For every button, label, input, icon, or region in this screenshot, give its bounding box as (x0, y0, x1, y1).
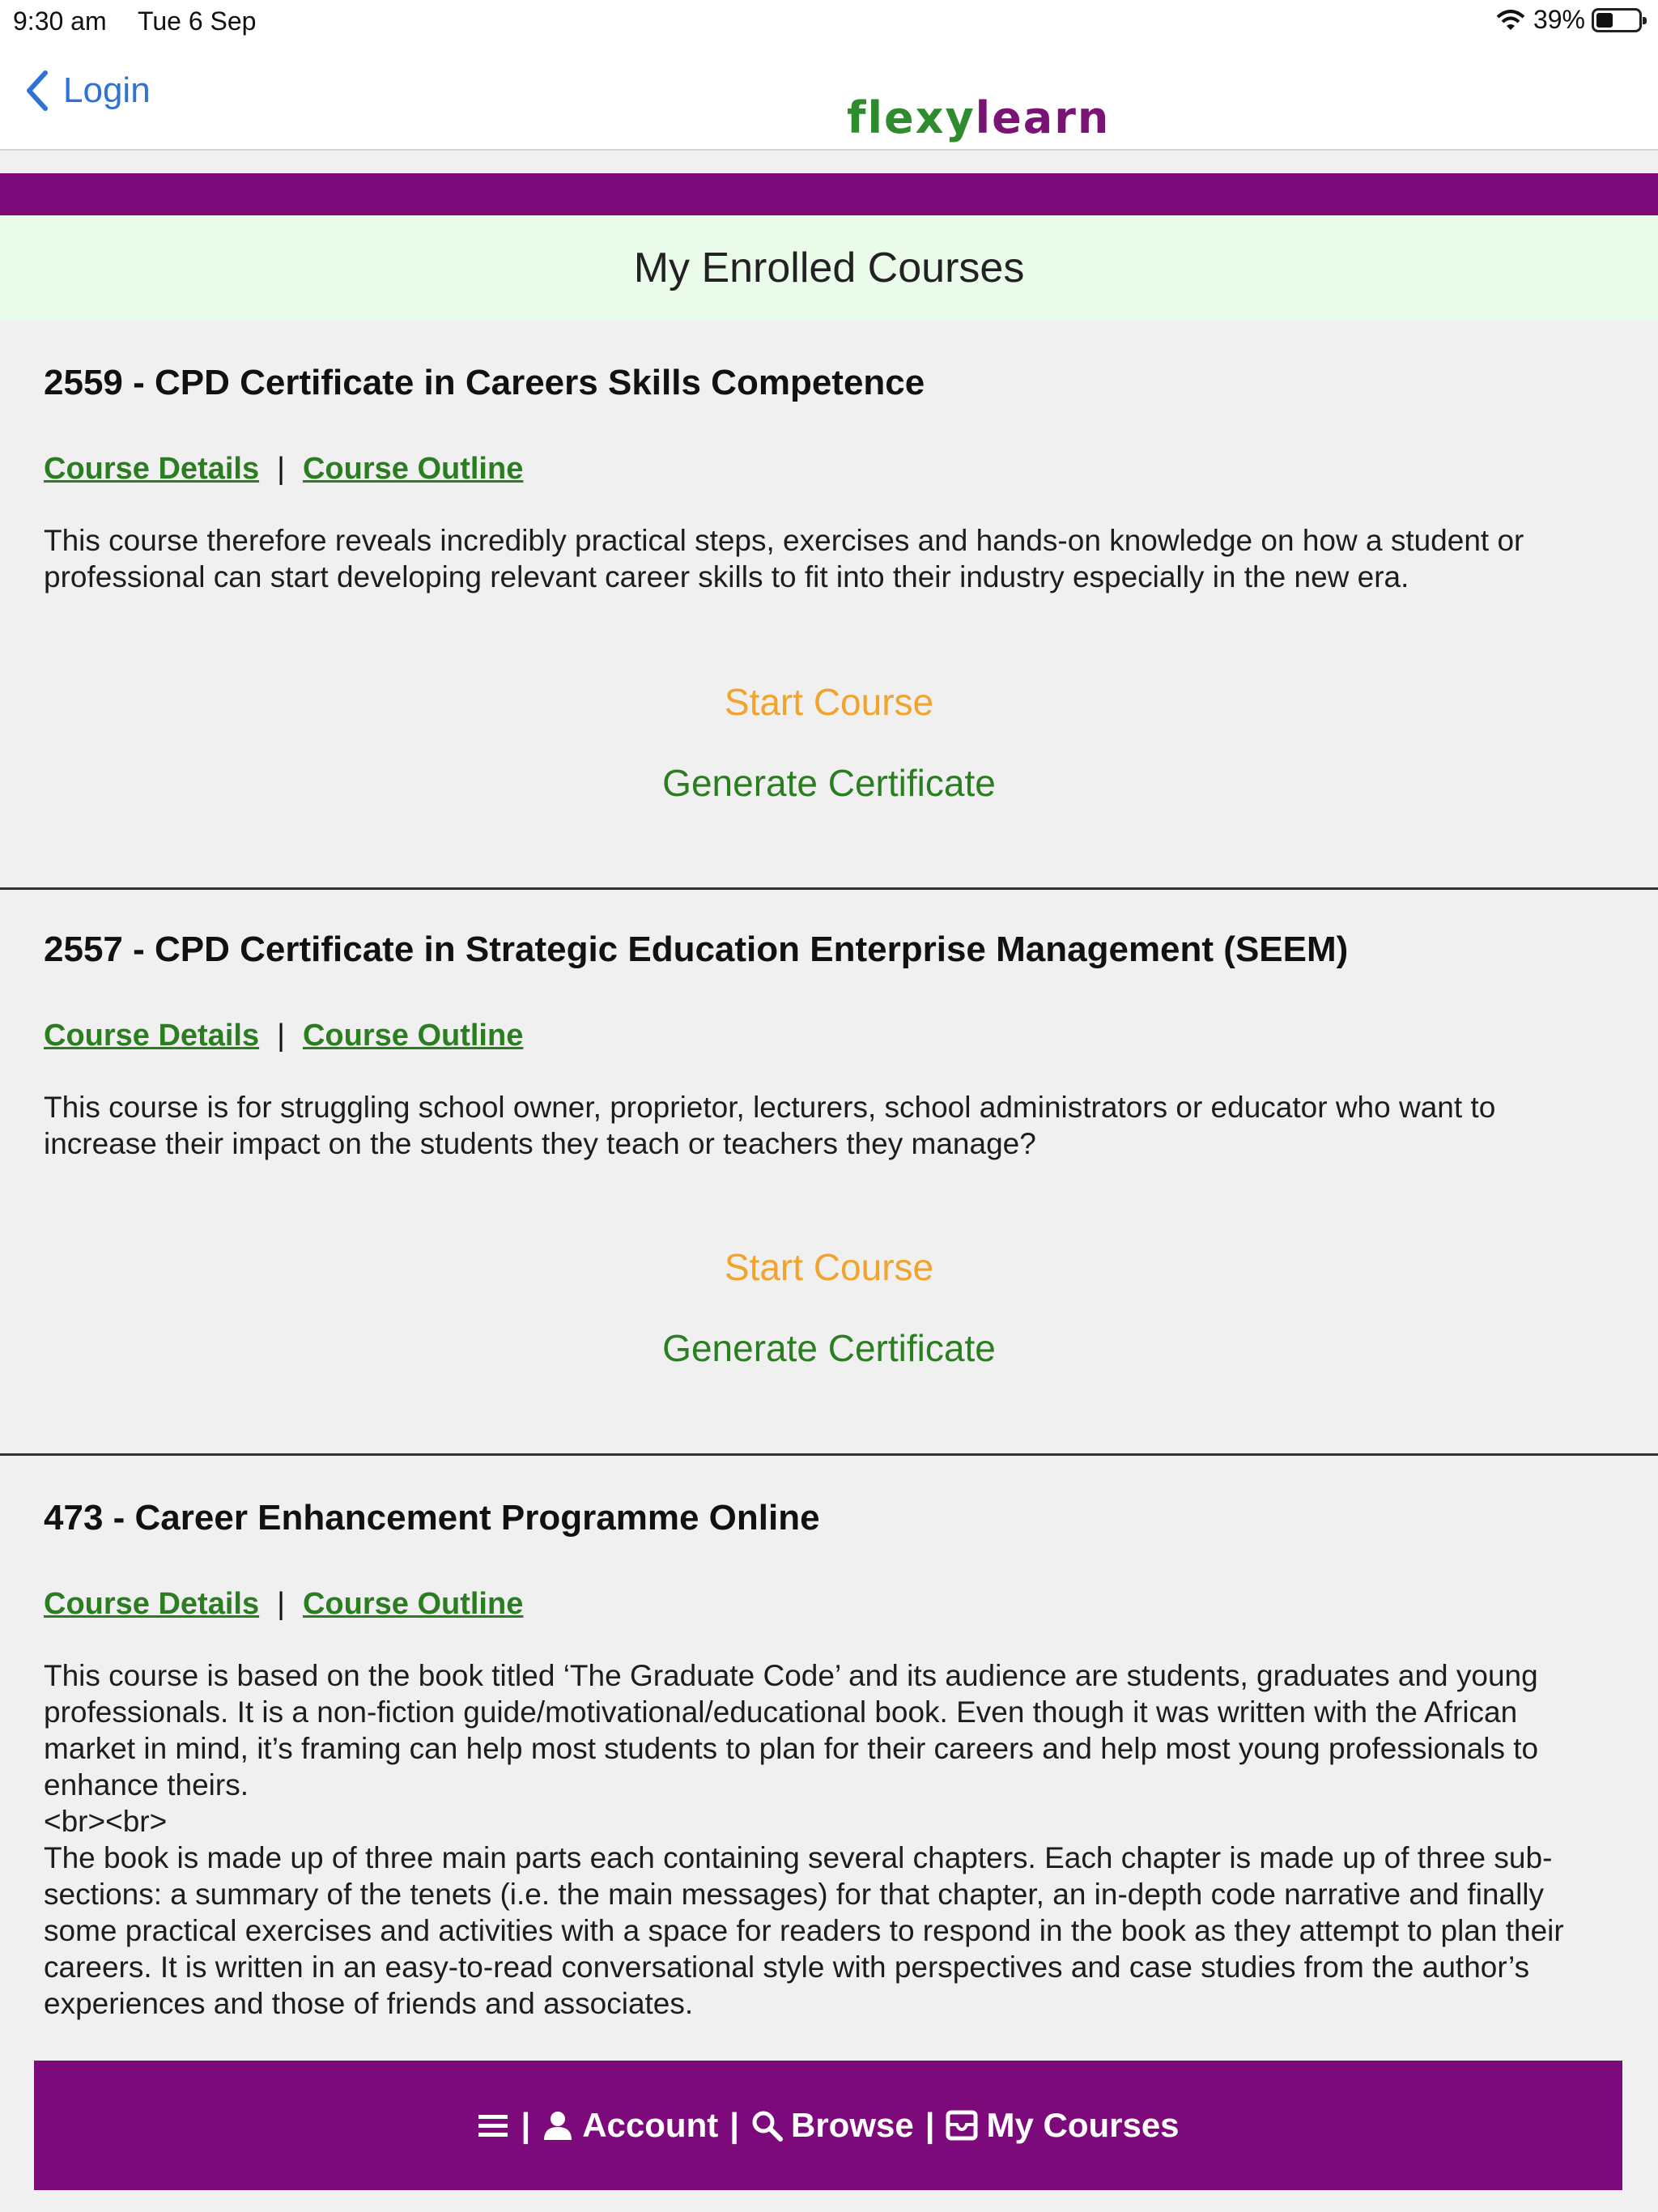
course-description-paragraph-1: This course is based on the book titled ‘The Graduate Code’ and its audience are students, graduates and young professionals. It is a non-fiction guide/motivational/educational book. Even though it was written with the African market in mind, it’s framing can help most students to plan for their careers and help most young professionals to enhance theirs. (44, 1659, 1539, 1802)
my-courses-button[interactable] (946, 2106, 1179, 2145)
course-links (44, 1019, 1614, 1053)
user-icon (542, 2109, 574, 2142)
nav-separator: | (729, 2106, 739, 2144)
start-course-button[interactable]: Start Course (724, 681, 934, 723)
account-button[interactable] (542, 2106, 718, 2145)
course-outline-link[interactable]: Course Outline (302, 1587, 524, 1621)
brand-band (0, 173, 1658, 215)
course-title: 2557 - CPD Certificate in Strategic Education Enterprise Management (SEEM) (44, 929, 1349, 969)
course-links (44, 1587, 1614, 1622)
browse-button[interactable] (750, 2106, 914, 2145)
logo-part-2: learn (975, 92, 1111, 143)
course-outline-link[interactable]: Course Outline (302, 452, 524, 486)
course-outline-link[interactable]: Course Outline (302, 1019, 524, 1053)
course-description (44, 1657, 1614, 2022)
chevron-left-icon (23, 68, 50, 113)
link-separator: | (277, 1019, 285, 1053)
my-courses-label: My Courses (986, 2106, 1180, 2144)
course-details-link[interactable]: Course Details (44, 1587, 260, 1621)
course-title: 2559 - CPD Certificate in Careers Skills Competence (44, 363, 925, 402)
back-button-label: Login (63, 70, 151, 110)
generate-certificate-button[interactable]: Generate Certificate (662, 1327, 996, 1369)
course-description-raw-br: <br><br> (44, 1805, 168, 1838)
course-details-link[interactable]: Course Details (44, 1019, 260, 1053)
account-label: Account (582, 2106, 719, 2144)
page-title: My Enrolled Courses (0, 215, 1658, 321)
course-card (0, 929, 1658, 1162)
link-separator: | (277, 1587, 285, 1621)
browse-label: Browse (790, 2106, 914, 2144)
status-bar (0, 0, 1658, 45)
battery-percent: 39% (1533, 5, 1585, 34)
nav-separator: | (521, 2106, 531, 2144)
status-date: Tue 6 Sep (138, 6, 257, 36)
bottom-nav-bar (34, 2061, 1622, 2190)
course-description-paragraph-2: The book is made up of three main parts each containing several chapters. Each chapter is made up of three sub-sections: a summary of the tenets (i.e. the main messages) for that chapter, an in-depth code narrative and finally some practical exercises and activities with a space for readers to respond in the book as they attempt to plan their careers. It is written in an easy-to-read conversational style with perspectives and case studies from the author’s experiences and those of friends and associates. (44, 1841, 1564, 2020)
status-time: 9:30 am (13, 6, 107, 36)
course-card (0, 1498, 1658, 2022)
logo-part-1: flexy (847, 92, 976, 143)
search-icon (750, 2109, 783, 2142)
generate-certificate-button[interactable]: Generate Certificate (662, 762, 996, 804)
start-course-button[interactable]: Start Course (724, 1246, 934, 1288)
inbox-icon (946, 2109, 978, 2142)
navigation-bar (0, 45, 1658, 151)
course-description: This course is for struggling school owner, proprietor, lecturers, school administrators or educator who want to increase their impact on the students they teach or teachers they manage? (44, 1091, 1496, 1160)
course-title: 473 - Career Enhancement Programme Online (44, 1498, 820, 1538)
divider (0, 887, 1658, 890)
course-links (44, 452, 1614, 487)
link-separator: | (277, 452, 285, 486)
back-button[interactable] (23, 68, 151, 113)
course-card (0, 363, 1658, 595)
menu-icon (477, 2109, 509, 2142)
course-description: This course therefore reveals incredibly practical steps, exercises and hands-on knowledge on how a student or professional can start developing relevant career skills to fit into their industry especially in the new era. (44, 524, 1524, 593)
menu-button[interactable] (477, 2109, 509, 2142)
status-right (1494, 5, 1642, 35)
nav-separator: | (925, 2106, 935, 2144)
divider (0, 1453, 1658, 1456)
course-details-link[interactable]: Course Details (44, 452, 260, 486)
flexylearn-logo (847, 92, 1110, 143)
battery-icon (1592, 8, 1642, 32)
wifi-icon (1494, 7, 1527, 33)
